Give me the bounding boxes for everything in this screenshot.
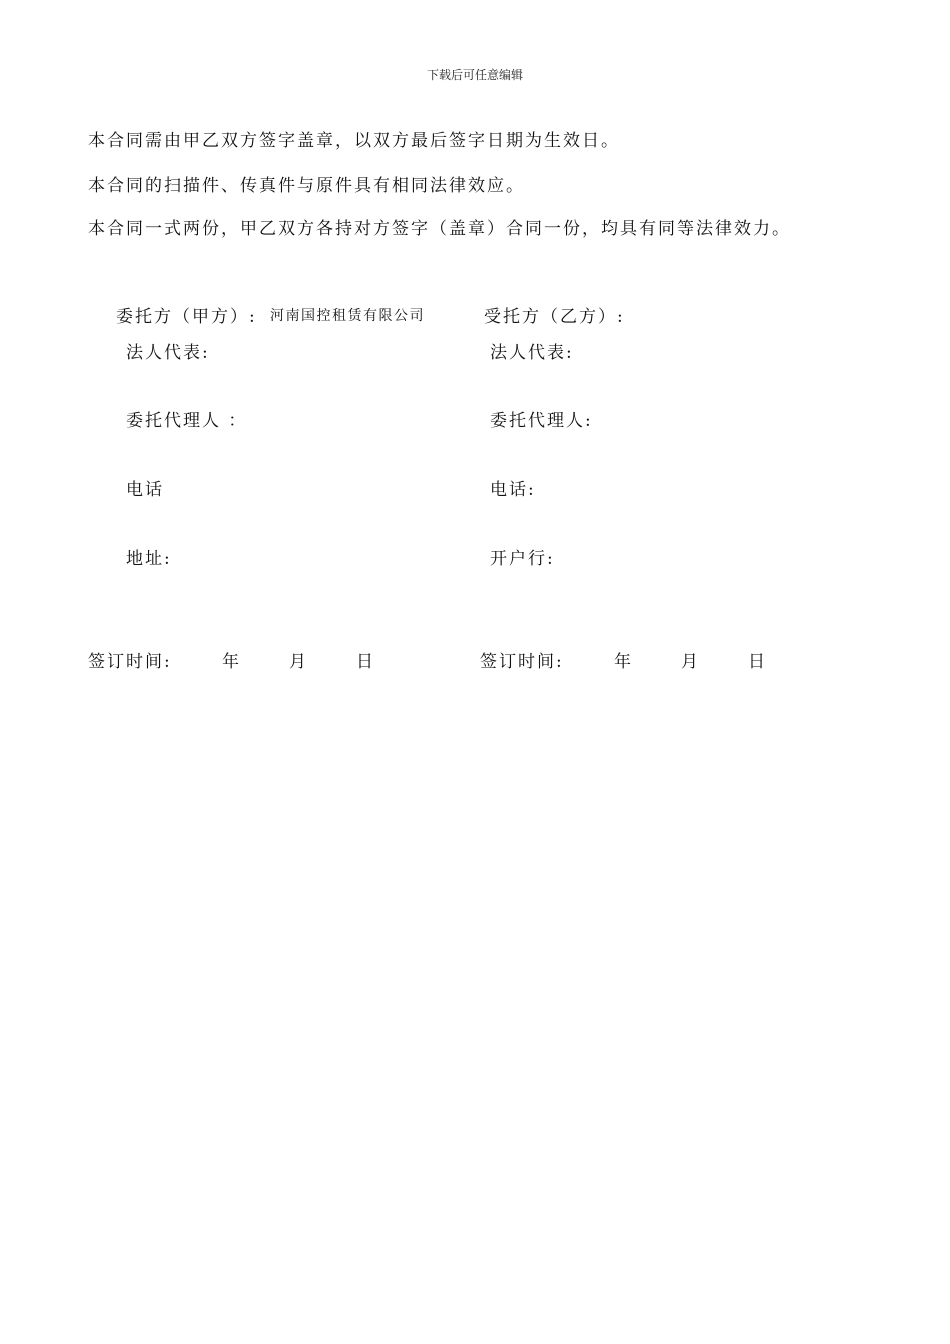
clause-copies: 本合同一式两份，甲乙双方各持对方签字（盖章）合同一份，均具有同等法律效力。 — [88, 219, 791, 239]
page-header-note: 下载后可任意编辑 — [426, 68, 523, 82]
party-a-signing-day: 日 — [356, 652, 373, 672]
party-a-legal-rep: 法人代表: — [126, 343, 210, 363]
party-b-phone: 电话: — [490, 480, 536, 500]
party-b-label: 受托方（乙方）: — [484, 307, 625, 327]
party-a-label: 委托方（甲方）: — [116, 307, 257, 327]
party-b-agent: 委托代理人: — [490, 411, 593, 431]
party-b-signing-label: 签订时间: — [480, 652, 564, 672]
party-a-signing-month: 月 — [289, 652, 306, 672]
party-a-signing-year: 年 — [222, 652, 239, 672]
clause-effective-date: 本合同需由甲乙双方签字盖章，以双方最后签字日期为生效日。 — [88, 131, 620, 151]
party-b-signing-year: 年 — [614, 652, 631, 672]
party-a-name: 河南国控租赁有限公司 — [270, 308, 425, 324]
party-b-bank: 开户行: — [490, 549, 555, 569]
party-a-agent: 委托代理人 ： — [126, 411, 248, 431]
party-b-signing-day: 日 — [748, 652, 765, 672]
party-b-signing-month: 月 — [681, 652, 698, 672]
clause-scan-copy: 本合同的扫描件、传真件与原件具有相同法律效应。 — [88, 176, 525, 196]
party-a-signing-label: 签订时间: — [88, 652, 172, 672]
party-a-address: 地址: — [126, 549, 172, 569]
party-b-legal-rep: 法人代表: — [490, 343, 574, 363]
party-a-phone: 电话 — [126, 480, 164, 500]
